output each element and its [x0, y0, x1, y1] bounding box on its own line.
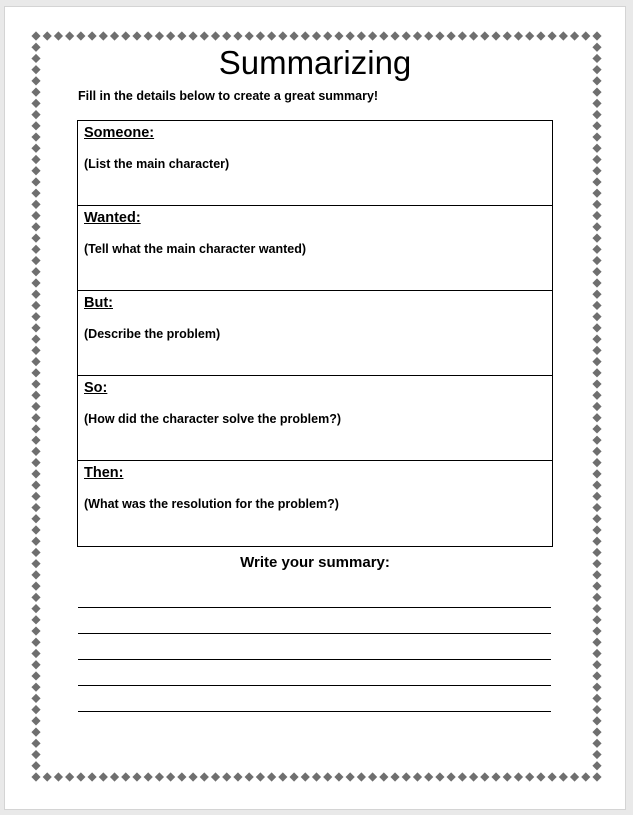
row-heading: So:	[84, 380, 108, 396]
instructions-text: Fill in the details below to create a great summary!	[78, 89, 379, 103]
organizer-row-someone[interactable]	[78, 121, 552, 206]
row-heading: But:	[84, 295, 113, 311]
organizer-row-wanted[interactable]	[78, 206, 552, 291]
row-hint: (What was the resolution for the problem?)	[84, 497, 339, 511]
summary-write-line[interactable]	[78, 711, 551, 712]
summary-write-line[interactable]	[78, 659, 551, 660]
row-hint: (How did the character solve the problem?)	[84, 412, 341, 426]
organizer-row-then[interactable]	[78, 461, 552, 546]
summary-write-line[interactable]	[78, 607, 551, 608]
row-hint: (Describe the problem)	[84, 327, 221, 341]
summary-heading: Write your summary:	[240, 554, 390, 571]
organizer-row-so[interactable]	[78, 376, 552, 461]
page-title: Summarizing	[218, 44, 412, 81]
row-heading: Then:	[84, 465, 124, 481]
row-hint: (Tell what the main character wanted)	[84, 242, 307, 256]
row-heading: Someone:	[84, 125, 155, 141]
summary-write-line[interactable]	[78, 633, 551, 634]
summary-organizer-table	[77, 120, 553, 547]
organizer-row-but[interactable]	[78, 291, 552, 376]
summary-write-line[interactable]	[78, 685, 551, 686]
row-hint: (List the main character)	[84, 157, 230, 171]
row-heading: Wanted:	[84, 210, 141, 226]
